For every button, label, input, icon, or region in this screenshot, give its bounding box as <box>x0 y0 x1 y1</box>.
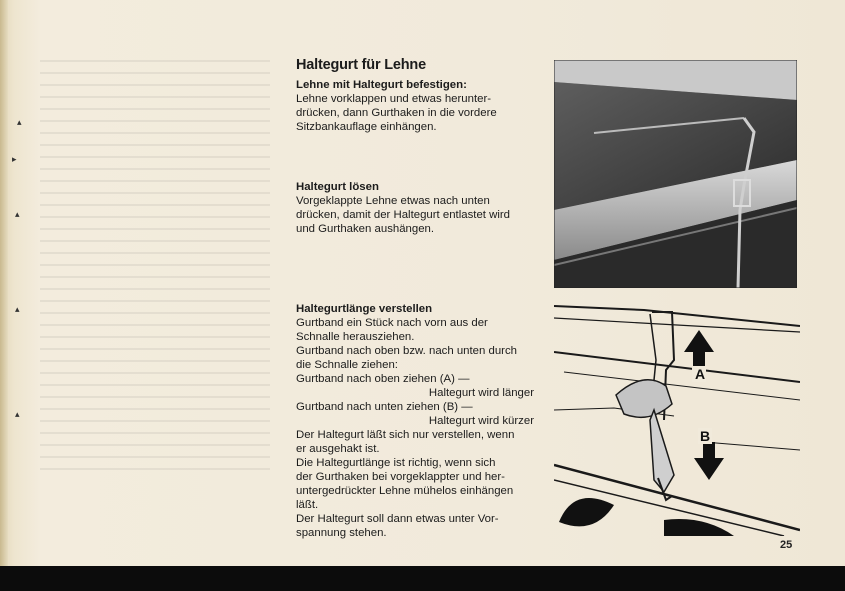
body-line: untergedrückter Lehne mühelos einhängen <box>296 485 514 497</box>
margin-tick: ▴ <box>15 209 20 219</box>
body-line: Der Haltegurt soll dann etwas unter Vor- <box>296 513 499 525</box>
bleed-through-text <box>40 60 270 480</box>
body-line: Gurtband nach unten ziehen (B) — <box>296 401 473 413</box>
margin-tick: ▴ <box>15 409 20 419</box>
page-title: Haltegurt für Lehne <box>296 57 426 73</box>
body-line: Lehne vorklappen und etwas herunter- <box>296 93 492 105</box>
body-line: Gurtband ein Stück nach vorn aus der <box>296 317 488 329</box>
section-title: Haltegurt lösen <box>296 181 379 193</box>
body-line-indented: Haltegurt wird länger <box>428 387 534 399</box>
section-befestigen <box>296 78 536 134</box>
body-line: läßt. <box>296 499 319 511</box>
body-line: Die Haltegurtlänge ist richtig, wenn sich <box>296 457 496 469</box>
section-title: Haltegurtlänge verstellen <box>296 303 433 315</box>
arrow-label-a: A <box>695 366 706 382</box>
margin-tick: ▴ <box>17 117 22 127</box>
body-line: Sitzbankauflage einhängen. <box>296 121 437 133</box>
body-line: spannung stehen. <box>296 527 387 539</box>
section-body <box>296 194 536 236</box>
page-number: 25 <box>780 539 793 551</box>
margin-tick: ▴ <box>15 304 20 314</box>
scan-border <box>0 566 845 591</box>
body-line: drücken, dann Gurthaken in die vordere <box>296 107 497 119</box>
margin-tick: ▸ <box>12 154 17 164</box>
strap-adjustment-diagram <box>554 300 800 536</box>
body-line: drücken, damit der Haltegurt entlastet wird <box>296 209 510 221</box>
body-line-indented: Haltegurt wird kürzer <box>428 415 534 427</box>
body-line: Gurtband nach oben bzw. nach unten durch <box>296 345 518 357</box>
arrow-label-b: B <box>700 428 711 444</box>
page-edge <box>0 0 8 566</box>
body-line: Schnalle herausziehen. <box>296 331 415 343</box>
body-line: er ausgehakt ist. <box>296 443 380 455</box>
body-line: und Gurthaken aushängen. <box>296 223 435 235</box>
seat-strap-photo <box>554 60 797 288</box>
text-column <box>296 57 536 539</box>
section-body <box>296 316 536 540</box>
body-line: die Schnalle ziehen: <box>296 359 398 371</box>
body-line: Der Haltegurt läßt sich nur verstellen, wenn <box>296 429 515 441</box>
body-line: der Gurthaken bei vorgeklappter und her- <box>296 471 505 483</box>
section-loesen <box>296 180 536 236</box>
section-body <box>296 92 536 134</box>
body-line: Vorgeklappte Lehne etwas nach unten <box>296 195 490 207</box>
section-title: Lehne mit Haltegurt befestigen: <box>296 79 467 91</box>
section-verstellen <box>296 302 536 540</box>
body-line: Gurtband nach oben ziehen (A) — <box>296 373 470 385</box>
